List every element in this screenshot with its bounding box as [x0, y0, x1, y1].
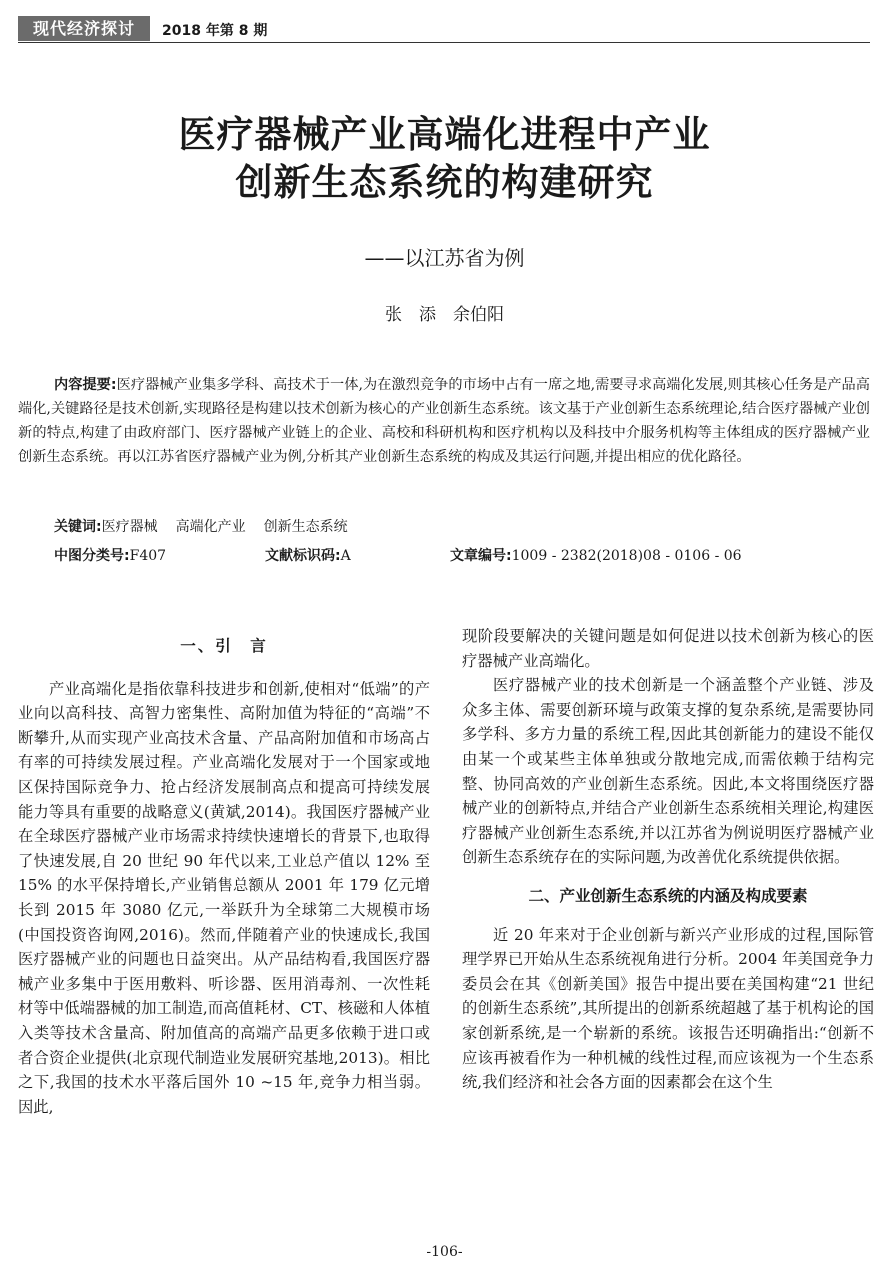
- issue-label: 2018 年第 8 期: [162, 23, 268, 39]
- running-header: [18, 16, 870, 43]
- section-heading: 二、产业创新生态系统的内涵及构成要素: [528, 886, 808, 905]
- doc-code-label: 文献标识码:: [265, 548, 341, 564]
- right-column: [462, 624, 874, 1095]
- article-number-value: 1009 - 2382(2018)08 - 0106 - 06: [511, 548, 742, 564]
- left-column: [18, 622, 430, 1119]
- keyword: 创新生态系统: [263, 519, 348, 535]
- article-number: [450, 545, 742, 565]
- page-number: -106-: [426, 1244, 463, 1260]
- keyword: 高端化产业: [175, 519, 246, 535]
- abstract-label: 内容提要:: [54, 377, 117, 393]
- document-code: [265, 545, 351, 565]
- paragraph: 近 20 年来对于企业创新与新兴产业形成的过程,国际管理学界已开始从生态系统视角进行分析。2004 年美国竞争力委员会在其《创新美国》报告中提出要在美国构建“21 世纪的创新生态系统”,其所提出的创新系统超越了基于机构论的国家创新系统,是一个崭新的系统。该报告还明确指出:“创新不应该再被看作为一种机械的线性过程,而应该视为一个生态系统,我们经济和社会各方面的因素都会在这个生: [462, 925, 874, 1092]
- paragraph: 医疗器械产业的技术创新是一个涵盖整个产业链、涉及众多主体、需要创新环境与政策支撑的复杂系统,是需要协同多学科、多方力量的系统工程,因此其创新能力的建设不能仅由某一个或某些主体单独或分散地完成,而需依赖于结构完整、协同高效的产业创新生态系统。因此,本文将围绕医疗器械产业的创新特点,并结合产业创新生态系统相关理论,构建医疗器械产业创新生态系统,并以江苏省为例说明医疗器械产业创新生态系统存在的实际问题,为改善优化系统提供依据。: [462, 676, 874, 867]
- abstract: [18, 373, 870, 469]
- clc-number: [54, 545, 166, 565]
- clc-label: 中图分类号:: [54, 548, 130, 564]
- keywords-label: 关键词:: [54, 519, 102, 535]
- doc-code-value: A: [340, 548, 351, 564]
- paragraph: 产业高端化是指依靠科技进步和创新,使相对“低端”的产业向以高科技、高智力密集性、高附加值为特征的“高端”不断攀升,从而实现产业高技术含量、产品高附加值和市场高占有率的可持续发展过程。产业高端化发展对于一个国家或地区保持国际竞争力、抢占经济发展制高点和提高可持续发展能力等具有重要的战略意义(黄斌,2014)。我国医疗器械产业在全球医疗器械产业市场需求持续快速增长的背景下,也取得了快速发展,自 20 世纪 90 年代以来,工业总产值以 12% 至 15% 的水平保持增长,产业销售总额从 2001 年 179 亿元增长到 2015 年 3080 亿元,一举跃升为全球第二大规模市场(中国投资咨询网,2016)。然而,伴随着产业的快速成长,我国医疗器械产业的问题也日益突出。从产品结构看,我国医疗器械产业多集中于医用敷料、听诊器、医用消毒剂、一次性耗材等中低端器械的加工制造,而高值耗材、CT、核磁和人体植入类等技术含量高、附加值高的高端产品更多依赖于进口或者合资企业提供(北京现代制造业发展研究基地,2013)。相比之下,我国的技术水平落后国外 10 ~15 年,竞争力相当弱。因此,: [18, 679, 430, 1116]
- authors: 张 添 余伯阳: [385, 305, 504, 325]
- title-line-1: 医疗器械产业高端化进程中产业: [178, 112, 711, 156]
- journal-name-tag: 现代经济探讨: [18, 16, 150, 41]
- article-number-label: 文章编号:: [450, 548, 512, 564]
- clc-value: F407: [129, 548, 167, 564]
- subtitle: ——以江苏省为例: [364, 246, 525, 270]
- abstract-text: 医疗器械产业集多学科、高技术于一体,为在激烈竞争的市场中占有一席之地,需要寻求高端化发展,则其核心任务是产品高端化,关键路径是技术创新,实现路径是构建以技术创新为核心的产业创新生态系统。该文基于产业创新生态系统理论,结合医疗器械产业创新的特点,构建了由政府部门、医疗器械产业链上的企业、高校和科研机构和医疗机构以及科技中介服务机构等主体组成的医疗器械产业创新生态系统。再以江苏省医疗器械产业为例,分析其产业创新生态系统的构成及其运行问题,并提出相应的优化路径。: [18, 377, 870, 465]
- title-line-2: 创新生态系统的构建研究: [235, 160, 654, 204]
- keyword: 医疗器械: [101, 519, 158, 535]
- paragraph: 现阶段要解决的关键问题是如何促进以技术创新为核心的医疗器械产业高端化。: [462, 627, 874, 670]
- section-heading: 一、引 言: [180, 637, 268, 655]
- keywords: [54, 516, 366, 536]
